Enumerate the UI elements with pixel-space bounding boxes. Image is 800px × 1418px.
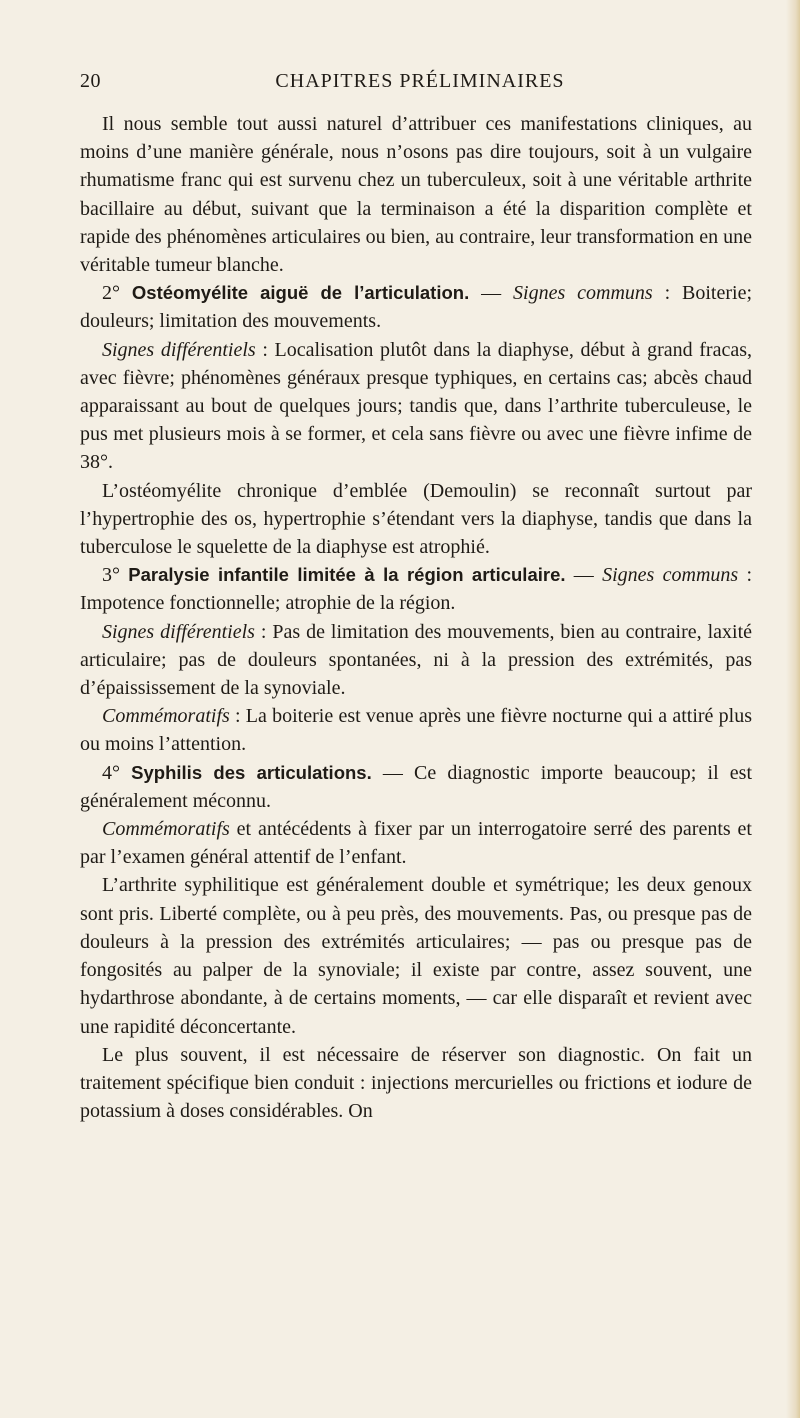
italic-label: Signes communs <box>602 564 739 587</box>
paragraph <box>80 815 752 871</box>
italic-label: Commémoratifs <box>102 705 230 728</box>
section-number: 2° <box>102 282 120 305</box>
body-text <box>80 110 752 1125</box>
running-title: CHAPITRES PRÉLIMINAIRES <box>275 70 565 92</box>
paragraph <box>80 618 752 703</box>
section-title: Ostéomyélite aiguë de l’articulation. <box>131 282 470 304</box>
paragraph-text: : Pas de limitation des mouvements, bien au contraire, laxité articulaire; pas de douleurs spontanées, ni à la pression des extrémités, pas d’épaississement de la synoviale. <box>80 620 752 700</box>
page-edge <box>786 0 800 1418</box>
italic-label: Signes différentiels <box>102 620 255 643</box>
paragraph <box>80 336 752 477</box>
paragraph <box>80 871 752 1040</box>
paragraph-text: : La boiterie est venue après une fièvre nocturne qui a attiré plus ou moins l’attention. <box>80 705 752 756</box>
dash: — <box>565 564 603 587</box>
italic-label: Signes différentiels <box>102 338 256 361</box>
page-header <box>80 70 760 100</box>
paragraph-text: Le plus souvent, il est nécessaire de réserver son diagnostic. On fait un traitement spécifique bien conduit : injections mercurielles ou frictions et iodure de potassium à doses considérables. On <box>80 1043 752 1123</box>
paragraph-text: : Boiterie; douleurs; limitation des mouvements. <box>80 282 753 333</box>
paragraph-text: : Localisation plutôt dans la diaphyse, début à grand fracas, avec fièvre; phénomènes généraux presque typhiques, en certains cas; abcès chaud apparaissant au bout de quelques jours; tandis que, dans l’arthrite tuberculeuse, le pus met plusieurs mois à se former, et cela sans fièvre ou avec une fièvre infime de 38°. <box>80 338 753 474</box>
page-number: 20 <box>80 70 101 92</box>
section-paralysie <box>80 561 752 617</box>
paragraph-text: et antécédents à fixer par un interrogatoire serré des parents et par l’examen général attentif de l’enfant. <box>80 818 752 869</box>
section-number: 4° <box>102 761 120 784</box>
paragraph-text: : Impotence fonctionnelle; atrophie de la région. <box>80 564 753 615</box>
dash: — <box>469 282 514 305</box>
paragraph <box>80 110 752 279</box>
section-syphilis <box>80 759 752 815</box>
section-title: Syphilis des articulations. <box>131 761 372 783</box>
italic-label: Commémoratifs <box>102 818 230 841</box>
paragraph-text: — Ce diagnostic importe beaucoup; il est généralement méconnu. <box>80 761 753 812</box>
section-number: 3° <box>102 564 120 587</box>
paragraph-text: Il nous semble tout aussi naturel d’attribuer ces manifestations cliniques, au moins d’une manière générale, nous n’osons pas dire toujours, soit à un vulgaire rhumatisme franc qui est survenu chez un tuberculeux, soit à une véritable arthrite bacillaire au début, suivant que la terminaison a été la disparition complète et rapide des phénomènes articulaires ou bien, au contraire, leur transformation en une véritable tumeur blanche. <box>80 113 752 277</box>
italic-label: Signes communs <box>513 282 653 305</box>
paragraph <box>80 702 752 758</box>
section-title: Paralysie infantile limitée à la région articulaire. <box>128 564 566 586</box>
paragraph <box>80 1041 752 1126</box>
section-osteomyelite <box>80 279 752 335</box>
paragraph-text: L’ostéomyélite chronique d’emblée (Demoulin) se reconnaît surtout par l’hypertrophie des os, hypertrophie s’étendant vers la diaphyse, tandis que dans la tuberculose le squelette de la diaphyse est atrophié. <box>80 479 752 559</box>
paragraph <box>80 477 752 562</box>
paragraph-text: L’arthrite syphilitique est généralement double et symétrique; les deux genoux sont pris. Liberté complète, ou à peu près, des mouvements. Pas, ou presque pas de douleurs à la pression des extrémités articulaires; — pas ou presque pas de fongosités au palper de la synoviale; il existe par contre, assez souvent, une hydarthrose abondante, à de certains moments, — car elle disparaît et revient avec une rapidité déconcertante. <box>80 874 752 1038</box>
